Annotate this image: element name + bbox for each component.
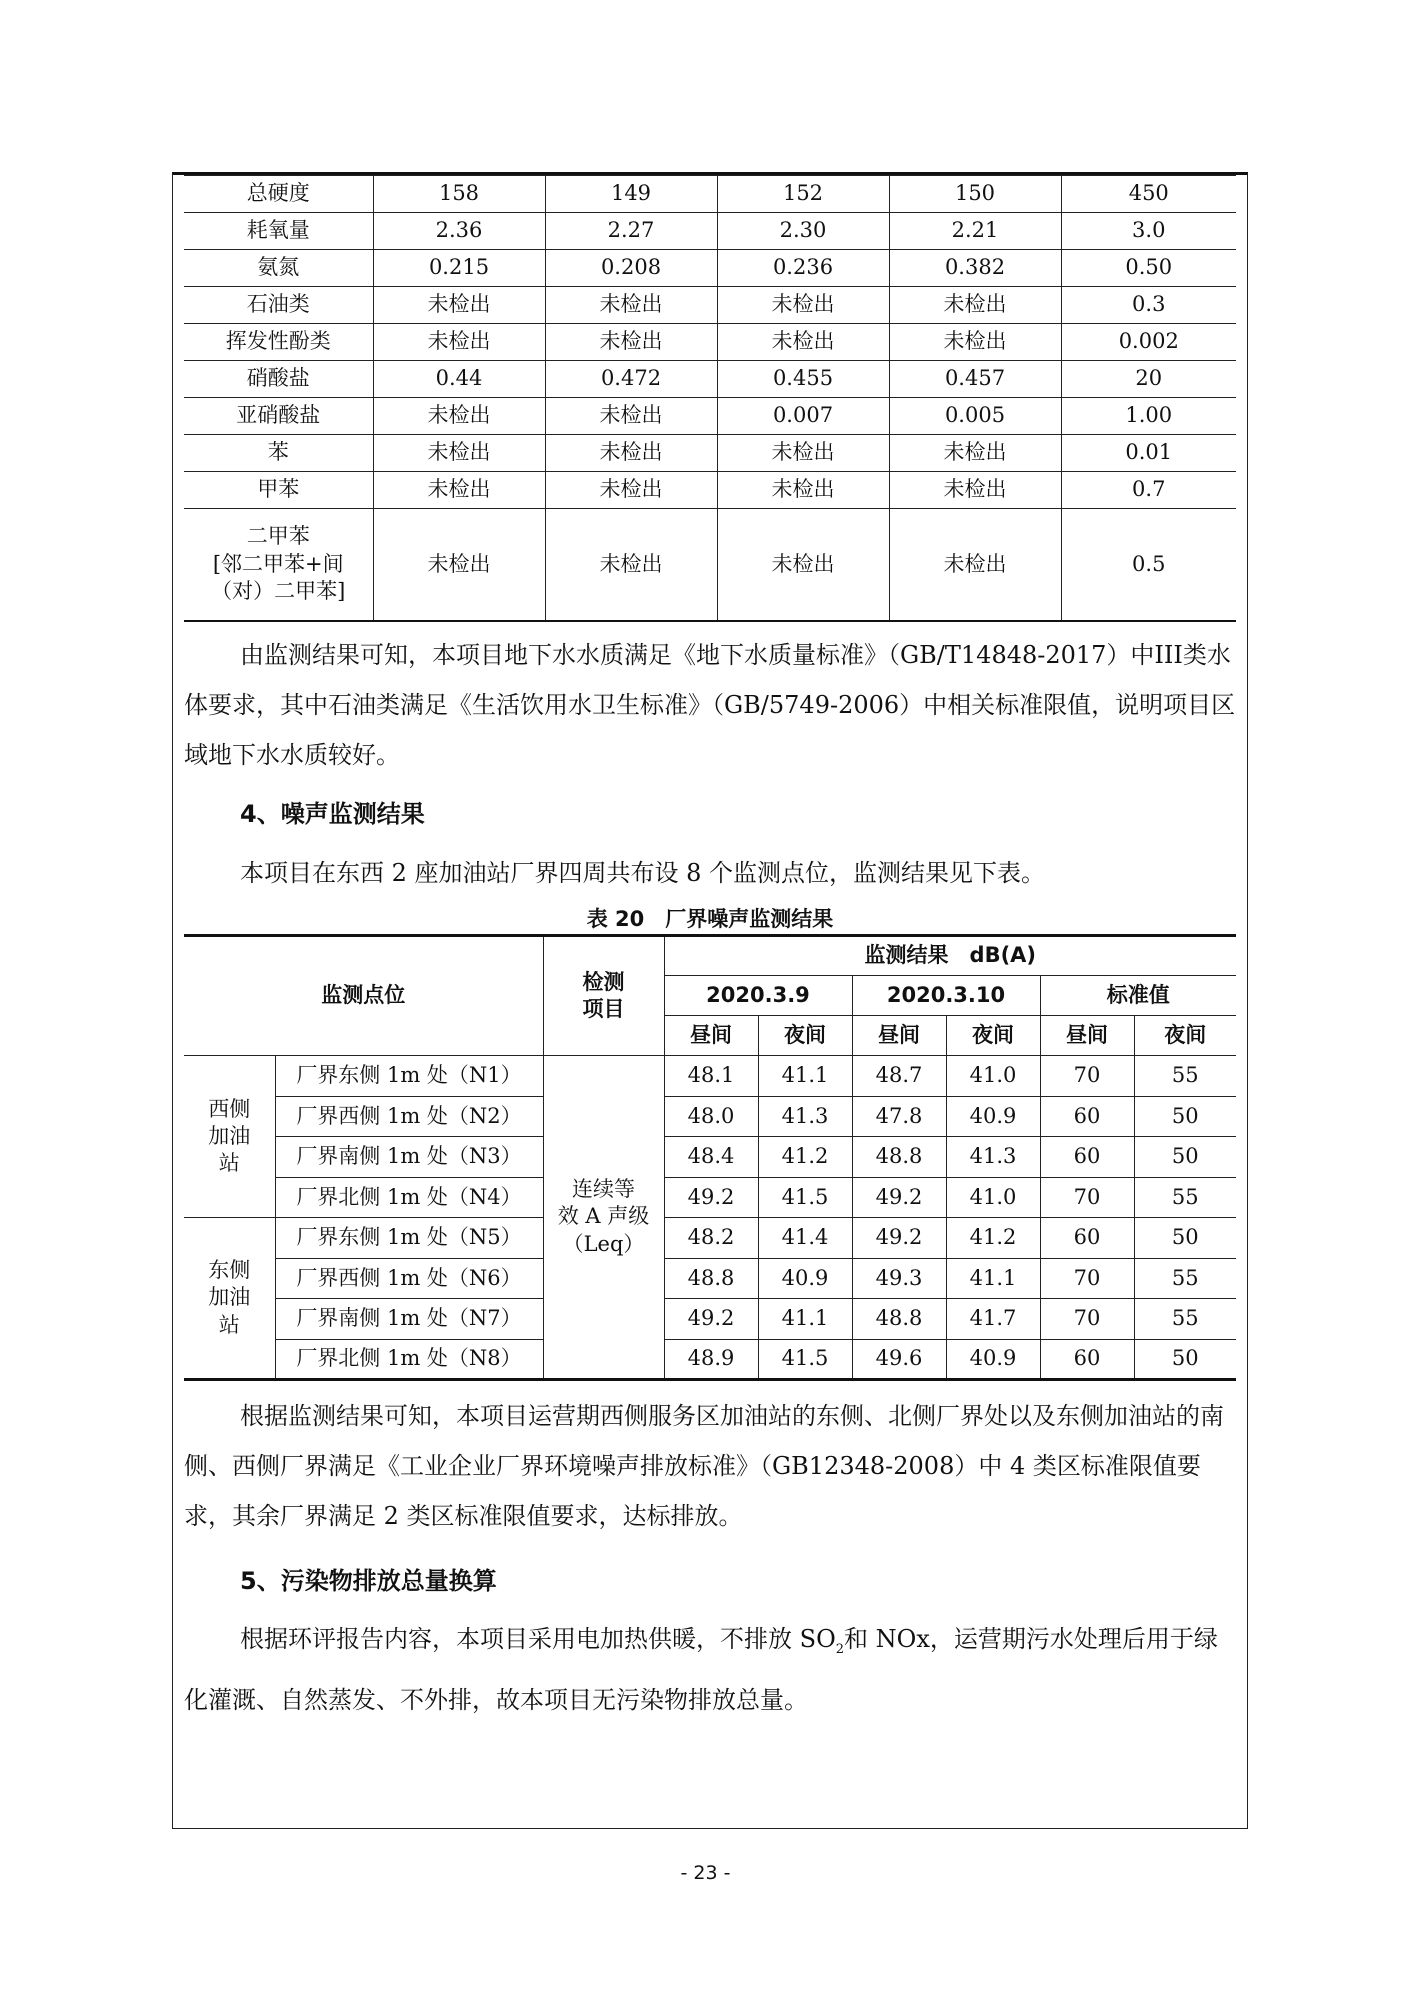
monitoring-point: 厂界东侧 1m 处（N5） — [275, 1218, 543, 1259]
detection-item-line: （Leq） — [562, 1231, 645, 1256]
noise-standard-value: 55 — [1134, 1177, 1236, 1218]
water-item-name — [184, 509, 373, 621]
paragraph-noise-conclusion: 根据监测结果可知，本项目运营期西侧服务区加油站的东侧、北侧厂界处以及东侧加油站的南侧、西侧厂界满足《工业企业厂界环境噪声排放标准》（GB12348-2008）中 4 类区标准限值要求，其余厂界满足 2 类区标准限值要求，达标排放。 — [184, 1402, 1224, 1530]
noise-value: 41.1 — [758, 1056, 852, 1097]
water-standard-value: 450 — [1061, 176, 1236, 213]
table-row — [184, 1218, 1236, 1259]
noise-value: 48.8 — [852, 1137, 946, 1178]
header-night: 夜间 — [946, 1016, 1040, 1056]
header-item-line1: 检测 — [582, 969, 625, 994]
noise-value: 48.4 — [664, 1137, 758, 1178]
water-value: 149 — [545, 176, 717, 213]
water-value: 未检出 — [717, 287, 889, 324]
monitoring-point: 厂界北侧 1m 处（N8） — [275, 1339, 543, 1380]
noise-value: 41.3 — [758, 1096, 852, 1137]
station-group-line: 站 — [218, 1312, 240, 1337]
detection-item-line: 效 A 声级 — [557, 1204, 650, 1229]
table-row — [184, 213, 1236, 250]
groundwater-table-body — [184, 176, 1236, 621]
header-point: 监测点位 — [184, 936, 543, 1056]
noise-value: 48.8 — [852, 1299, 946, 1340]
station-group-label — [184, 1218, 275, 1380]
noise-standard-value: 50 — [1134, 1096, 1236, 1137]
table-row — [184, 1299, 1236, 1340]
table-row — [184, 1096, 1236, 1137]
water-standard-value: 0.002 — [1061, 324, 1236, 361]
monitoring-point: 厂界南侧 1m 处（N7） — [275, 1299, 543, 1340]
noise-table — [184, 934, 1236, 1381]
monitoring-point: 厂界西侧 1m 处（N6） — [275, 1258, 543, 1299]
station-group-line: 加油 — [208, 1285, 251, 1310]
noise-standard-value: 70 — [1040, 1258, 1134, 1299]
header-result: 监测结果 dB(A) — [664, 936, 1236, 976]
noise-value: 41.3 — [946, 1137, 1040, 1178]
water-value: 0.215 — [373, 250, 545, 287]
noise-standard-value: 70 — [1040, 1299, 1134, 1340]
header-item — [543, 936, 664, 1056]
water-value: 未检出 — [545, 398, 717, 435]
water-standard-value: 3.0 — [1061, 213, 1236, 250]
noise-standard-value: 55 — [1134, 1299, 1236, 1340]
header-date2: 2020.3.10 — [852, 976, 1040, 1016]
monitoring-point: 厂界南侧 1m 处（N3） — [275, 1137, 543, 1178]
water-value: 未检出 — [717, 435, 889, 472]
water-value: 未检出 — [545, 435, 717, 472]
water-value: 未检出 — [889, 509, 1061, 621]
noise-standard-value: 70 — [1040, 1056, 1134, 1097]
table-row — [184, 324, 1236, 361]
noise-value: 48.0 — [664, 1096, 758, 1137]
water-standard-value: 0.7 — [1061, 472, 1236, 509]
noise-standard-value: 55 — [1134, 1258, 1236, 1299]
monitoring-point: 厂界北侧 1m 处（N4） — [275, 1177, 543, 1218]
water-standard-value: 0.50 — [1061, 250, 1236, 287]
water-item-name: 苯 — [184, 435, 373, 472]
water-value: 未检出 — [889, 435, 1061, 472]
noise-standard-value: 50 — [1134, 1339, 1236, 1380]
water-value: 0.455 — [717, 361, 889, 398]
station-group-line: 站 — [218, 1151, 240, 1176]
water-value: 152 — [717, 176, 889, 213]
header-standard: 标准值 — [1040, 976, 1236, 1016]
water-value: 0.472 — [545, 361, 717, 398]
water-item-name: 硝酸盐 — [184, 361, 373, 398]
noise-value: 48.9 — [664, 1339, 758, 1380]
heading-pollutant-total: 5、污染物排放总量换算 — [240, 1567, 497, 1595]
noise-value: 49.2 — [852, 1177, 946, 1218]
water-value: 2.21 — [889, 213, 1061, 250]
water-value: 未检出 — [545, 324, 717, 361]
noise-standard-value: 60 — [1040, 1096, 1134, 1137]
noise-standard-value: 60 — [1040, 1339, 1134, 1380]
noise-value: 41.2 — [946, 1218, 1040, 1259]
noise-value: 41.0 — [946, 1177, 1040, 1218]
noise-standard-value: 70 — [1040, 1177, 1134, 1218]
water-value: 150 — [889, 176, 1061, 213]
header-item-line2: 项目 — [582, 997, 625, 1021]
header-day: 昼间 — [852, 1016, 946, 1056]
water-value: 0.208 — [545, 250, 717, 287]
table-row — [184, 250, 1236, 287]
noise-value: 40.9 — [758, 1258, 852, 1299]
page-number: - 23 - — [680, 1862, 731, 1884]
para4-after: 和 NOx，运营期污水处理后用于绿化灌溉、自然蒸发、不外排，故本项目无污染物排放总量。 — [184, 1625, 1218, 1714]
table-row — [184, 1056, 1236, 1097]
noise-standard-value: 50 — [1134, 1137, 1236, 1178]
noise-value: 40.9 — [946, 1096, 1040, 1137]
water-item-name: 氨氮 — [184, 250, 373, 287]
detection-item-line: 连续等 — [572, 1177, 635, 1202]
water-value: 0.005 — [889, 398, 1061, 435]
monitoring-point: 厂界东侧 1m 处（N1） — [275, 1056, 543, 1097]
noise-header-row — [184, 936, 1236, 976]
water-value: 未检出 — [545, 287, 717, 324]
noise-value: 41.1 — [758, 1299, 852, 1340]
water-item-name: 石油类 — [184, 287, 373, 324]
table-row — [184, 176, 1236, 213]
noise-value: 41.2 — [758, 1137, 852, 1178]
water-value: 2.36 — [373, 213, 545, 250]
table-row — [184, 472, 1236, 509]
water-value: 未检出 — [717, 324, 889, 361]
noise-value: 41.5 — [758, 1339, 852, 1380]
noise-value: 49.3 — [852, 1258, 946, 1299]
paragraph-groundwater-conclusion: 由监测结果可知，本项目地下水水质满足《地下水质量标准》（GB/T14848-2017）中III类水体要求，其中石油类满足《生活饮用水卫生标准》（GB/5749-2006）中相关标准限值，说明项目区域地下水水质较好。 — [184, 641, 1236, 769]
water-standard-value: 0.5 — [1061, 509, 1236, 621]
water-value: 158 — [373, 176, 545, 213]
noise-value: 48.1 — [664, 1056, 758, 1097]
noise-value: 41.5 — [758, 1177, 852, 1218]
noise-value: 48.8 — [664, 1258, 758, 1299]
water-value: 0.457 — [889, 361, 1061, 398]
paragraph-pollutant-total — [184, 1614, 1236, 1725]
header-night: 夜间 — [1134, 1016, 1236, 1056]
water-item-name: 总硬度 — [184, 176, 373, 213]
noise-standard-value: 60 — [1040, 1137, 1134, 1178]
water-value: 未检出 — [373, 472, 545, 509]
table-row — [184, 1339, 1236, 1380]
water-value: 未检出 — [373, 435, 545, 472]
noise-value: 49.2 — [664, 1299, 758, 1340]
noise-standard-value: 60 — [1040, 1218, 1134, 1259]
table-row — [184, 1258, 1236, 1299]
water-standard-value: 1.00 — [1061, 398, 1236, 435]
header-night: 夜间 — [758, 1016, 852, 1056]
water-item-name: 耗氧量 — [184, 213, 373, 250]
noise-value: 40.9 — [946, 1339, 1040, 1380]
para4-subscript: 2 — [835, 1641, 845, 1657]
water-value: 未检出 — [717, 472, 889, 509]
header-day: 昼间 — [664, 1016, 758, 1056]
noise-value: 48.2 — [664, 1218, 758, 1259]
xylene-label-line: 二甲苯 — [246, 524, 310, 549]
water-item-name: 甲苯 — [184, 472, 373, 509]
table-row — [184, 361, 1236, 398]
header-date1: 2020.3.9 — [664, 976, 852, 1016]
para4-before: 根据环评报告内容，本项目采用电加热供暖，不排放 SO — [240, 1625, 836, 1653]
water-value: 0.007 — [717, 398, 889, 435]
noise-value: 48.7 — [852, 1056, 946, 1097]
table-row — [184, 287, 1236, 324]
noise-value: 49.6 — [852, 1339, 946, 1380]
table-row — [184, 398, 1236, 435]
station-group-line: 加油 — [208, 1123, 251, 1148]
noise-standard-value: 55 — [1134, 1056, 1236, 1097]
water-standard-value: 0.3 — [1061, 287, 1236, 324]
paragraph-noise-intro: 本项目在东西 2 座加油站厂界四周共布设 8 个监测点位，监测结果见下表。 — [240, 859, 1046, 887]
noise-table-body — [184, 936, 1236, 1380]
water-value: 未检出 — [889, 324, 1061, 361]
header-day: 昼间 — [1040, 1016, 1134, 1056]
water-value: 未检出 — [373, 398, 545, 435]
station-group-line: 西侧 — [208, 1096, 251, 1121]
xylene-label-line: [邻二甲苯+间 — [212, 551, 344, 576]
water-item-name: 亚硝酸盐 — [184, 398, 373, 435]
table-row — [184, 1137, 1236, 1178]
noise-value: 41.1 — [946, 1258, 1040, 1299]
detection-item — [543, 1056, 664, 1380]
water-value: 未检出 — [889, 287, 1061, 324]
table-row — [184, 1177, 1236, 1218]
water-standard-value: 20 — [1061, 361, 1236, 398]
water-value: 未检出 — [373, 324, 545, 361]
water-value: 未检出 — [545, 509, 717, 621]
noise-value: 41.0 — [946, 1056, 1040, 1097]
water-value: 未检出 — [545, 472, 717, 509]
noise-value: 49.2 — [852, 1218, 946, 1259]
water-value: 2.30 — [717, 213, 889, 250]
station-group-label — [184, 1056, 275, 1218]
table-row — [184, 435, 1236, 472]
water-value: 未检出 — [889, 472, 1061, 509]
water-value: 未检出 — [373, 509, 545, 621]
noise-value: 41.4 — [758, 1218, 852, 1259]
water-standard-value: 0.01 — [1061, 435, 1236, 472]
water-value: 未检出 — [373, 287, 545, 324]
noise-value: 49.2 — [664, 1177, 758, 1218]
water-value: 0.236 — [717, 250, 889, 287]
water-value: 未检出 — [717, 509, 889, 621]
monitoring-point: 厂界西侧 1m 处（N2） — [275, 1096, 543, 1137]
noise-value: 47.8 — [852, 1096, 946, 1137]
water-value: 0.44 — [373, 361, 545, 398]
water-item-name: 挥发性酚类 — [184, 324, 373, 361]
noise-standard-value: 50 — [1134, 1218, 1236, 1259]
water-value: 0.382 — [889, 250, 1061, 287]
heading-noise-results: 4、噪声监测结果 — [240, 800, 425, 828]
groundwater-table — [184, 175, 1236, 622]
table-row — [184, 509, 1236, 621]
noise-value: 41.7 — [946, 1299, 1040, 1340]
table-caption: 表 20 厂界噪声监测结果 — [586, 907, 834, 931]
water-value: 2.27 — [545, 213, 717, 250]
station-group-line: 东侧 — [208, 1258, 251, 1283]
xylene-label-line: （对）二甲苯] — [211, 578, 346, 603]
